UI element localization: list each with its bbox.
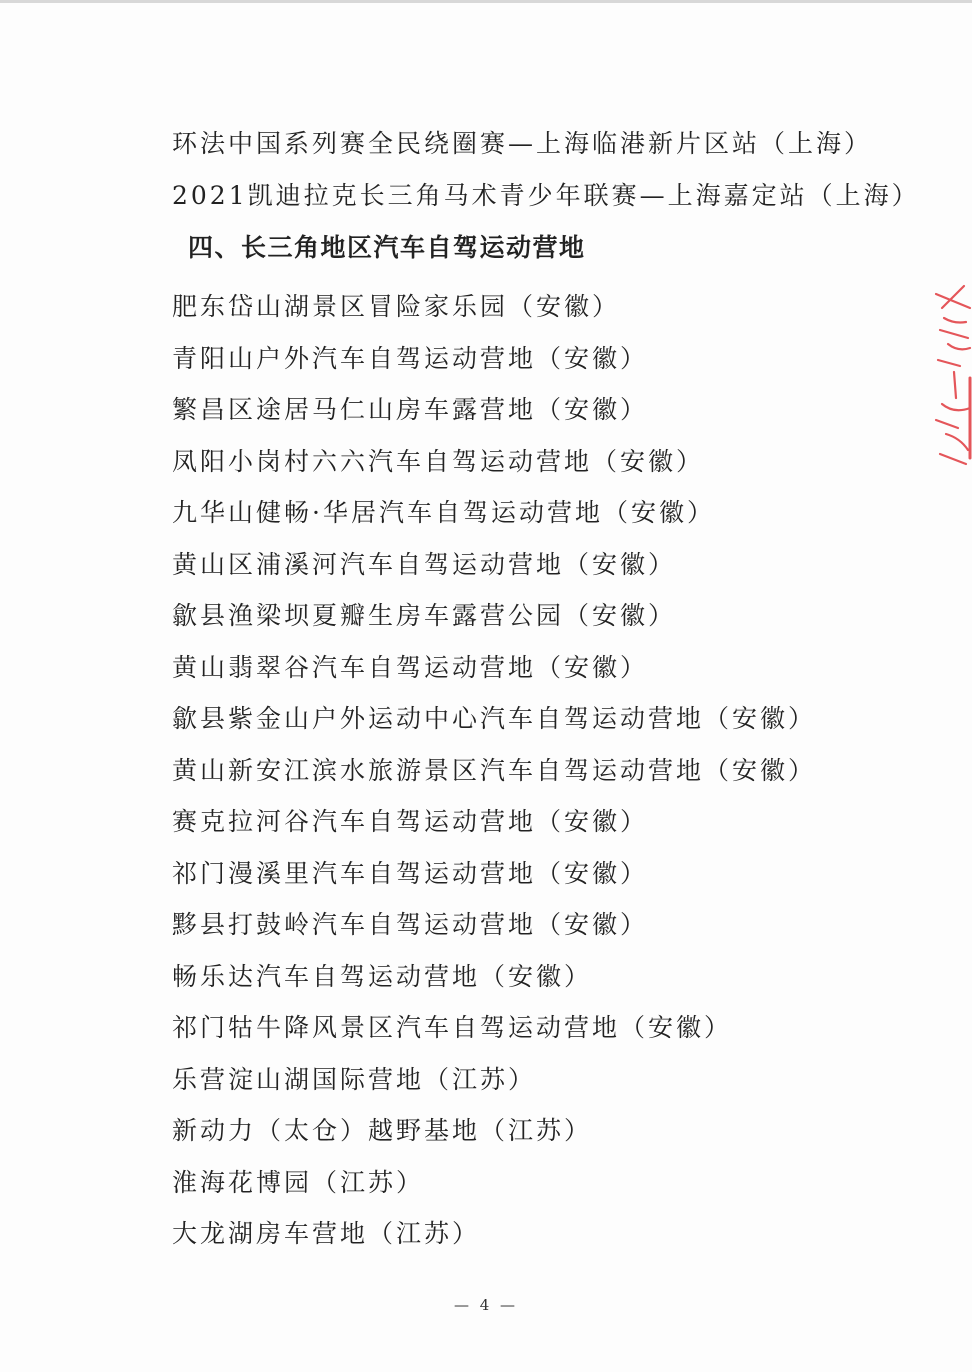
seal-stamp-icon: [930, 278, 972, 478]
camp-list-item: 繁昌区途居马仁山房车露营地（安徽）: [172, 395, 649, 424]
camp-list-item: 乐营淀山湖国际营地（江苏）: [172, 1064, 537, 1094]
camp-list-item: 新动力（太仓）越野基地（江苏）: [172, 1116, 593, 1145]
camp-list-item: 青阳山户外汽车自驾运动营地（安徽）: [172, 343, 649, 373]
event-line-1: 环法中国系列赛全民绕圈赛—上海临港新片区站（上海）: [172, 129, 873, 158]
camp-list-item: 大龙湖房车营地（江苏）: [172, 1219, 481, 1248]
red-seal-fragment: [930, 278, 972, 478]
camp-list-item: 黄山区浦溪河汽车自驾运动营地（安徽）: [172, 549, 677, 579]
section-heading: 四、长三角地区汽车自驾运动营地: [188, 233, 586, 262]
camp-list-item: 歙县紫金山户外运动中心汽车自驾运动营地（安徽）: [172, 704, 817, 733]
camp-list-item: 畅乐达汽车自驾运动营地（安徽）: [172, 961, 593, 991]
document-body: [172, 118, 920, 1260]
camp-list-item: 祁门牯牛降风景区汽车自驾运动营地（安徽）: [172, 1013, 733, 1042]
camp-list-item: 肥东岱山湖景区冒险家乐园（安徽）: [172, 292, 621, 321]
camp-list-item: 凤阳小岗村六六汽车自驾运动营地（安徽）: [172, 446, 705, 476]
page-number: — 4 —: [453, 1296, 519, 1314]
camp-list-item: 赛克拉河谷汽车自驾运动营地（安徽）: [172, 807, 649, 836]
event-line-2: 2021凯迪拉克长三角马术青少年联赛—上海嘉定站（上海）: [172, 180, 920, 210]
camp-list-item: 黄山新安江滨水旅游景区汽车自驾运动营地（安徽）: [172, 755, 817, 785]
camp-list-item: 歙县渔梁坝夏瓣生房车露营公园（安徽）: [172, 601, 677, 630]
camp-list-item: 九华山健畅·华居汽车自驾运动营地（安徽）: [172, 498, 715, 527]
page-top-edge: [0, 0, 972, 3]
camp-list-item: 祁门漫溪里汽车自驾运动营地（安徽）: [172, 858, 649, 888]
camp-list-item: 黟县打鼓岭汽车自驾运动营地（安徽）: [172, 910, 649, 939]
camp-list-item: 淮海花博园（江苏）: [172, 1167, 425, 1197]
camp-list-item: 黄山翡翠谷汽车自驾运动营地（安徽）: [172, 652, 649, 682]
